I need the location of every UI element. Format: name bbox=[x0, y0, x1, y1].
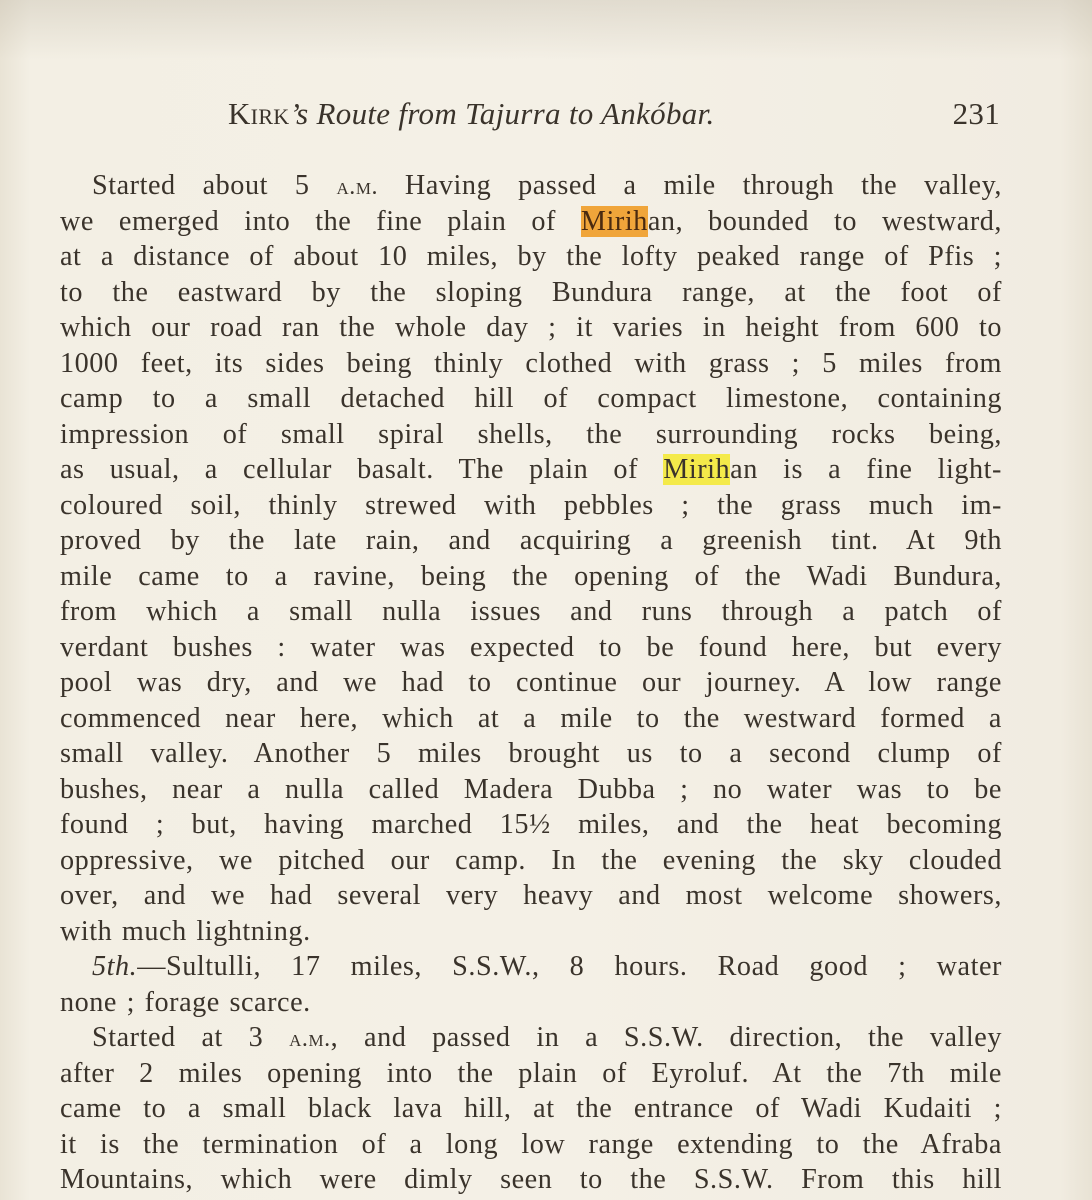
text-line: small valley. Another 5 miles brought us to a second clump of bbox=[60, 738, 1002, 769]
text-line: over, and we had several very heavy and most welcome showers, bbox=[60, 880, 1002, 911]
text-line: after 2 miles opening into the plain of Eyroluf. At the 7th mile bbox=[60, 1057, 1002, 1089]
text-line: pool was dry, and we had to continue our journey. A low range bbox=[60, 667, 1002, 698]
body-text bbox=[60, 168, 1002, 1198]
time-abbrev: a.m. bbox=[336, 174, 379, 200]
text-line: from which a small nulla issues and runs through a patch of bbox=[60, 596, 1002, 627]
text-line: Mountains, which were dimly seen to the S.S.W. From this hill bbox=[60, 1164, 1002, 1195]
time-abbrev: a.m. bbox=[289, 1026, 331, 1052]
text-line: camp to a small detached hill of compact limestone, containing bbox=[60, 383, 1002, 414]
page-number: 231 bbox=[952, 96, 1000, 131]
text-line: proved by the late rain, and acquiring a greenish tint. At 9th bbox=[60, 525, 1002, 556]
date-label: 5th. bbox=[92, 951, 138, 982]
text-line: came to a small black lava hill, at the entrance of Wadi Kudaiti ; bbox=[60, 1093, 1002, 1124]
header-author-possessive: ’s bbox=[289, 96, 309, 131]
text-line: as usual, a cellular basalt. The plain of Mirihan is a fine light- bbox=[60, 454, 1002, 485]
text-line: commenced near here, which at a mile to the westward formed a bbox=[60, 702, 1002, 734]
text-line: impression of small spiral shells, the surrounding rocks being, bbox=[60, 418, 1002, 450]
text-line: 5th.—Sultulli, 17 miles, S.S.W., 8 hours. Road good ; water bbox=[92, 951, 1002, 982]
text-line: coloured soil, thinly strewed with pebbles ; the grass much im- bbox=[60, 489, 1002, 521]
text-line: which our road ran the whole day ; it varies in height from 600 to bbox=[60, 312, 1002, 343]
text-line: it is the termination of a long low range extending to the Afraba bbox=[60, 1128, 1002, 1160]
text-line: 1000 feet, its sides being thinly clothed with grass ; 5 miles from bbox=[60, 347, 1002, 379]
text-line: we emerged into the fine plain of Mirihan, bounded to westward, bbox=[60, 205, 1002, 237]
search-highlight[interactable]: Mirih bbox=[580, 205, 648, 237]
header-route-title: Route from Tajurra to Ankóbar. bbox=[316, 96, 715, 131]
running-header bbox=[228, 96, 1008, 140]
text-line: with much lightning. bbox=[60, 915, 311, 947]
text-line: bushes, near a nulla called Madera Dubba ; no water was to be bbox=[60, 773, 1002, 805]
text-line: mile came to a ravine, being the opening of the Wadi Bundura, bbox=[60, 560, 1002, 592]
text-line: at a distance of about 10 miles, by the lofty peaked range of Pfis ; bbox=[60, 241, 1002, 272]
text-line: found ; but, having marched 15½ miles, and the heat becoming bbox=[60, 809, 1002, 840]
text-line: oppressive, we pitched our camp. In the evening the sky clouded bbox=[60, 844, 1002, 876]
search-highlight[interactable]: Mirih bbox=[663, 454, 731, 485]
header-title bbox=[228, 96, 715, 132]
page-shadow bbox=[0, 0, 1092, 60]
text-line: to the eastward by the sloping Bundura range, at the foot of bbox=[60, 276, 1002, 308]
text-line: Started at 3 a.m., and passed in a S.S.W. direction, the valley bbox=[92, 1022, 1002, 1053]
header-author: Kirk bbox=[228, 96, 290, 131]
text-line: Started about 5 a.m. Having passed a mile through the valley, bbox=[92, 170, 1003, 201]
text-line: verdant bushes : water was expected to be found here, but every bbox=[60, 631, 1002, 663]
text-line: none ; forage scarce. bbox=[60, 986, 311, 1018]
